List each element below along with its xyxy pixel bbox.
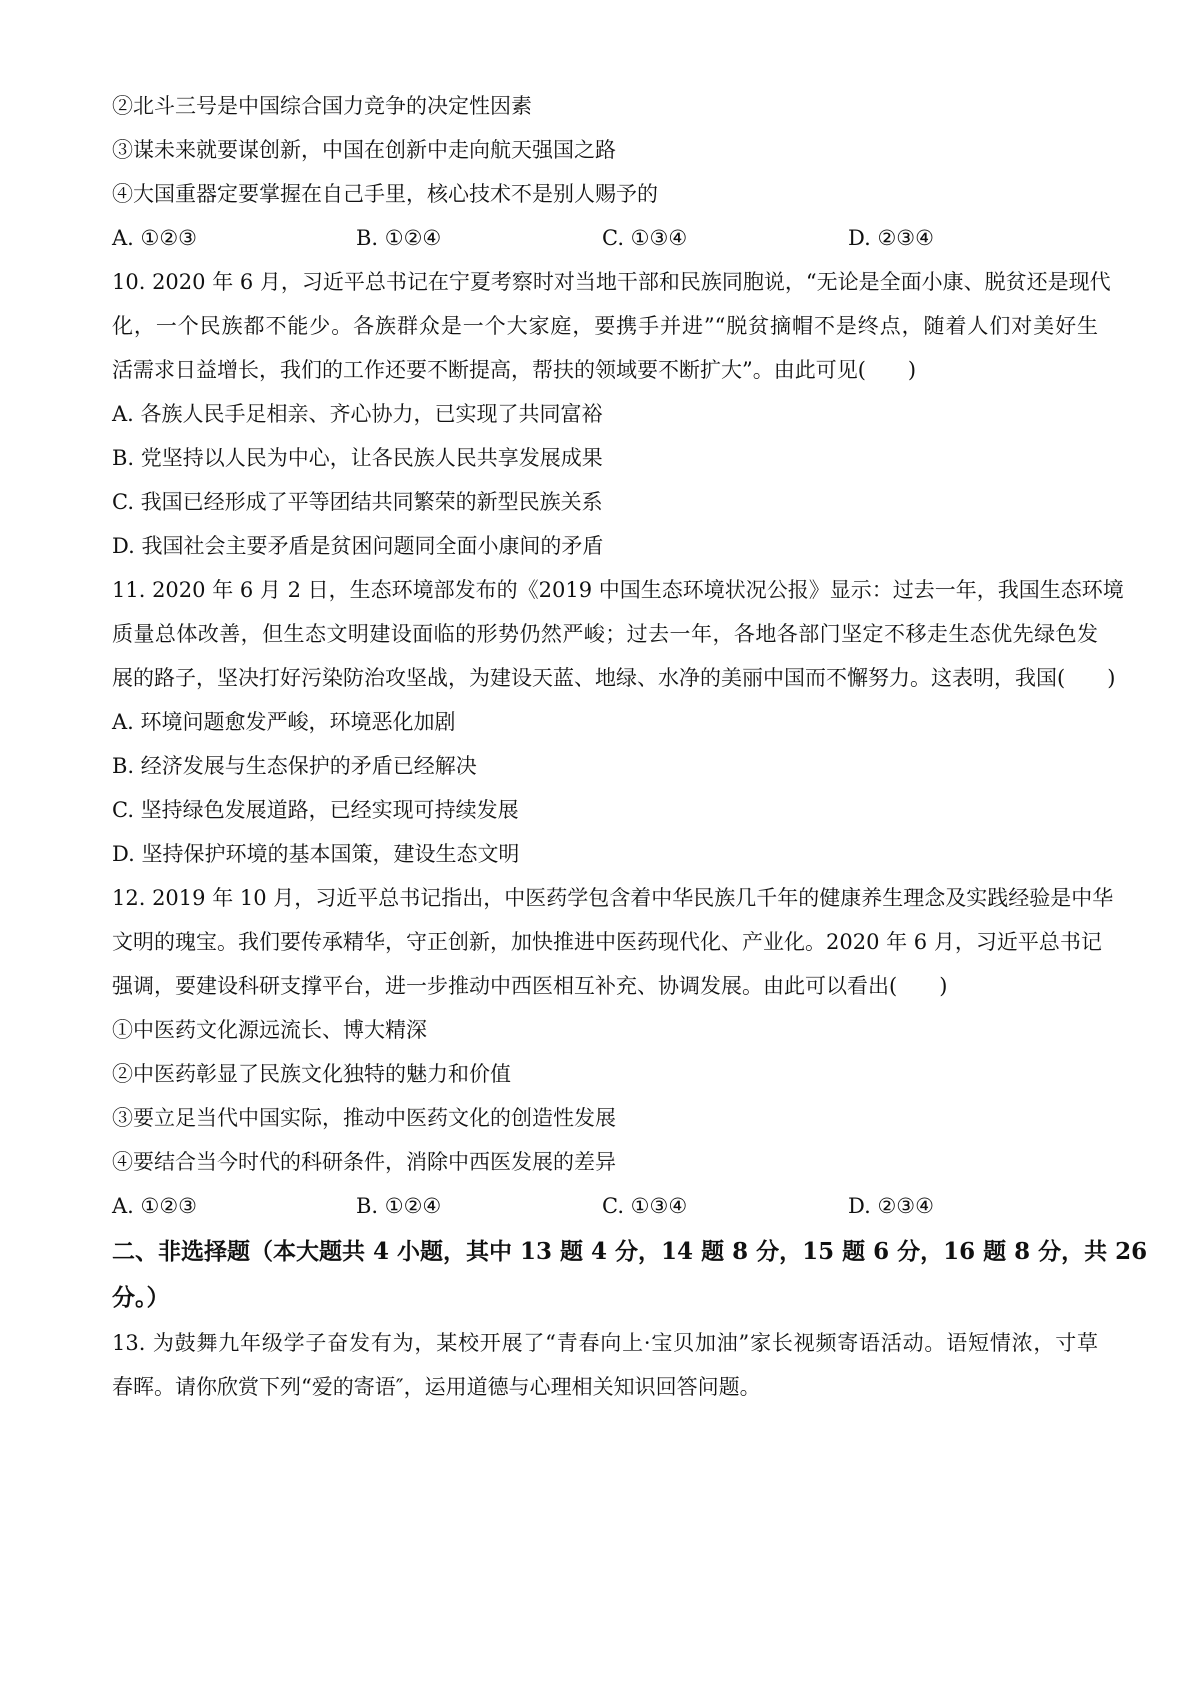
q12-option-a: A. ①②③ bbox=[112, 1194, 197, 1218]
q9-option-a: A. ①②③ bbox=[112, 226, 197, 250]
q11-option-c: C. 坚持绿色发展道路，已经实现可持续发展 bbox=[112, 798, 519, 822]
q10-option-d: D. 我国社会主要矛盾是贫困问题同全面小康间的矛盾 bbox=[112, 534, 604, 558]
q12-item-3: ③要立足当代中国实际，推动中医药文化的创造性发展 bbox=[112, 1106, 616, 1130]
section-2-heading-line-2: 分。） bbox=[112, 1284, 170, 1311]
q13-stem-line-2: 春晖。请你欣赏下列“爱的寄语″，运用道德与心理相关知识回答问题。 bbox=[112, 1375, 761, 1399]
q9-item-3: ③谋未来就要谋创新，中国在创新中走向航天强国之路 bbox=[112, 138, 616, 162]
q9-item-2: ②北斗三号是中国综合国力竞争的决定性因素 bbox=[112, 94, 532, 118]
q12-item-2: ②中医药彰显了民族文化独特的魅力和价值 bbox=[112, 1062, 511, 1086]
q11-stem-line-3: 展的路子，坚决打好污染防治攻坚战，为建设天蓝、地绿、水净的美丽中国而不懈努力。这表明，我国( ) bbox=[112, 666, 1116, 690]
q11-stem-line-1: 11. 2020 年 6 月 2 日，生态环境部发布的《2019 中国生态环境状况公报》显示：过去一年，我国生态环境 bbox=[112, 578, 1124, 602]
q12-option-b: B. ①②④ bbox=[356, 1194, 442, 1218]
q12-option-c: C. ①③④ bbox=[602, 1194, 688, 1218]
q10-option-a: A. 各族人民手足相亲、齐心协力，已实现了共同富裕 bbox=[112, 402, 603, 426]
q9-option-d: D. ②③④ bbox=[848, 226, 934, 250]
q9-item-4: ④大国重器定要掌握在自己手里，核心技术不是别人赐予的 bbox=[112, 182, 658, 206]
q10-option-c: C. 我国已经形成了平等团结共同繁荣的新型民族关系 bbox=[112, 490, 603, 514]
q13-stem-line-1: 13. 为鼓舞九年级学子奋发有为，某校开展了“青春向上·宝贝加油”家长视频寄语活动。语短情浓，寸草 bbox=[112, 1331, 1098, 1355]
q11-stem-line-2: 质量总体改善，但生态文明建设面临的形势仍然严峻；过去一年，各地各部门坚定不移走生态优先绿色发 bbox=[112, 622, 1098, 646]
q12-option-d: D. ②③④ bbox=[848, 1194, 934, 1218]
q9-option-c: C. ①③④ bbox=[602, 226, 688, 250]
q12-item-1: ①中医药文化源远流长、博大精深 bbox=[112, 1018, 427, 1042]
q10-stem-line-2: 化，一个民族都不能少。各族群众是一个大家庭，要携手并进”“脱贫摘帽不是终点，随着人们对美好生 bbox=[112, 314, 1098, 338]
q9-option-b: B. ①②④ bbox=[356, 226, 442, 250]
section-2-heading-line-1: 二、非选择题（本大题共 4 小题，其中 13 题 4 分，14 题 8 分，15 题 6 分，16 题 8 分，共 26 bbox=[112, 1238, 1148, 1265]
q12-stem-line-2: 文明的瑰宝。我们要传承精华，守正创新，加快推进中医药现代化、产业化。2020 年 6 月，习近平总书记 bbox=[112, 930, 1102, 954]
q11-option-d: D. 坚持保护环境的基本国策，建设生态文明 bbox=[112, 842, 520, 866]
q12-stem-line-1: 12. 2019 年 10 月，习近平总书记指出，中医药学包含着中华民族几千年的健康养生理念及实践经验是中华 bbox=[112, 886, 1114, 910]
q10-option-b: B. 党坚持以人民为中心，让各民族人民共享发展成果 bbox=[112, 446, 603, 470]
q11-option-b: B. 经济发展与生态保护的矛盾已经解决 bbox=[112, 754, 477, 778]
q10-stem-line-1: 10. 2020 年 6 月，习近平总书记在宁夏考察时对当地干部和民族同胞说，“无论是全面小康、脱贫还是现代 bbox=[112, 270, 1111, 294]
q12-stem-line-3: 强调，要建设科研支撑平台，进一步推动中西医相互补充、协调发展。由此可以看出( ) bbox=[112, 974, 948, 998]
q12-item-4: ④要结合当今时代的科研条件，消除中西医发展的差异 bbox=[112, 1150, 616, 1174]
q11-option-a: A. 环境问题愈发严峻，环境恶化加剧 bbox=[112, 710, 456, 734]
q10-stem-line-3: 活需求日益增长，我们的工作还要不断提高，帮扶的领域要不断扩大”。由此可见( ) bbox=[112, 358, 917, 382]
